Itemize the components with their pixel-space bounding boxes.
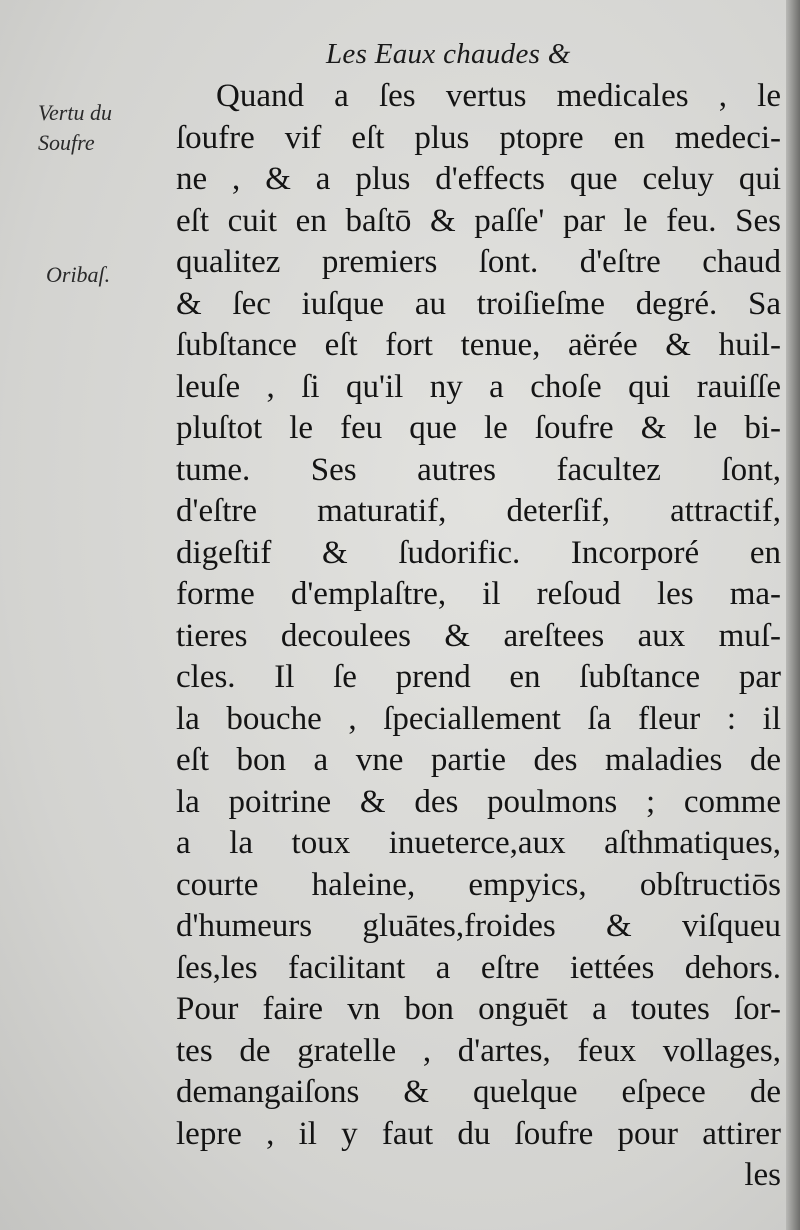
body-text	[176, 76, 781, 1197]
text-line: eſt bon a vne partie des maladies de	[176, 742, 781, 778]
margin-note-line: Vertu du	[38, 100, 112, 125]
text-line: digeſtif & ſudorific. Incorporé en	[176, 534, 781, 571]
text-line: & ſec iuſque au troiſieſme degré. Sa	[176, 285, 781, 322]
text-line: ne , & a plus d'effects que celuy qui	[176, 161, 781, 197]
text-line: Quand a ſes vertus medicales , le	[216, 78, 781, 114]
running-head: Les Eaux chaudes &	[326, 38, 571, 70]
margin-note-line: Soufre	[38, 130, 95, 155]
text-line: leuſe , ſi qu'il ny a choſe qui rauiſſe	[176, 368, 781, 405]
text-line: lepre , il y faut du ſoufre pour attirer	[176, 1115, 781, 1152]
margin-note-vertu	[38, 98, 112, 158]
text-line: d'eſtre maturatif, deterſif, attractif,	[176, 493, 781, 529]
page-edge-shadow	[786, 0, 800, 1230]
text-line: forme d'emplaſtre, il reſoud les ma-	[176, 576, 781, 612]
text-line: courte haleine, empyics, obſtructiōs	[176, 866, 781, 903]
text-line: demangaiſons & quelque eſpece de	[176, 1074, 781, 1110]
text-line: tume. Ses autres facultez ſont,	[176, 451, 781, 488]
text-line: Pour faire vn bon onguēt a toutes ſor-	[176, 991, 781, 1027]
text-line: eſt cuit en baſtō & paſſe' par le feu. Ses	[176, 202, 781, 239]
text-line: ſubſtance eſt fort tenue, aërée & huil-	[176, 327, 781, 363]
text-line: pluſtot le feu que le ſoufre & le bi-	[176, 410, 781, 446]
text-line: la bouche , ſpeciallement ſa fleur : il	[176, 700, 781, 737]
text-line: cles. Il ſe prend en ſubſtance par	[176, 659, 781, 695]
text-line: la poitrine & des poulmons ; comme	[176, 783, 781, 820]
catchword: les	[744, 1157, 781, 1193]
text-line: a la toux inueterce,aux aſthmatiques,	[176, 825, 781, 861]
text-line: d'humeurs gluātes,froides & viſqueu	[176, 908, 781, 944]
text-line: ſoufre vif eſt plus ptopre en medeci-	[176, 119, 781, 156]
text-line: tes de gratelle , d'artes, feux vollages,	[176, 1032, 781, 1069]
text-line: tieres decoulees & areſtees aux muſ-	[176, 617, 781, 654]
text-line: ſes,les facilitant a eſtre iettées dehors.	[176, 949, 781, 986]
text-line: qualitez premiers ſont. d'eſtre chaud	[176, 244, 781, 280]
margin-note-oribasius: Oribaſ.	[46, 262, 111, 287]
